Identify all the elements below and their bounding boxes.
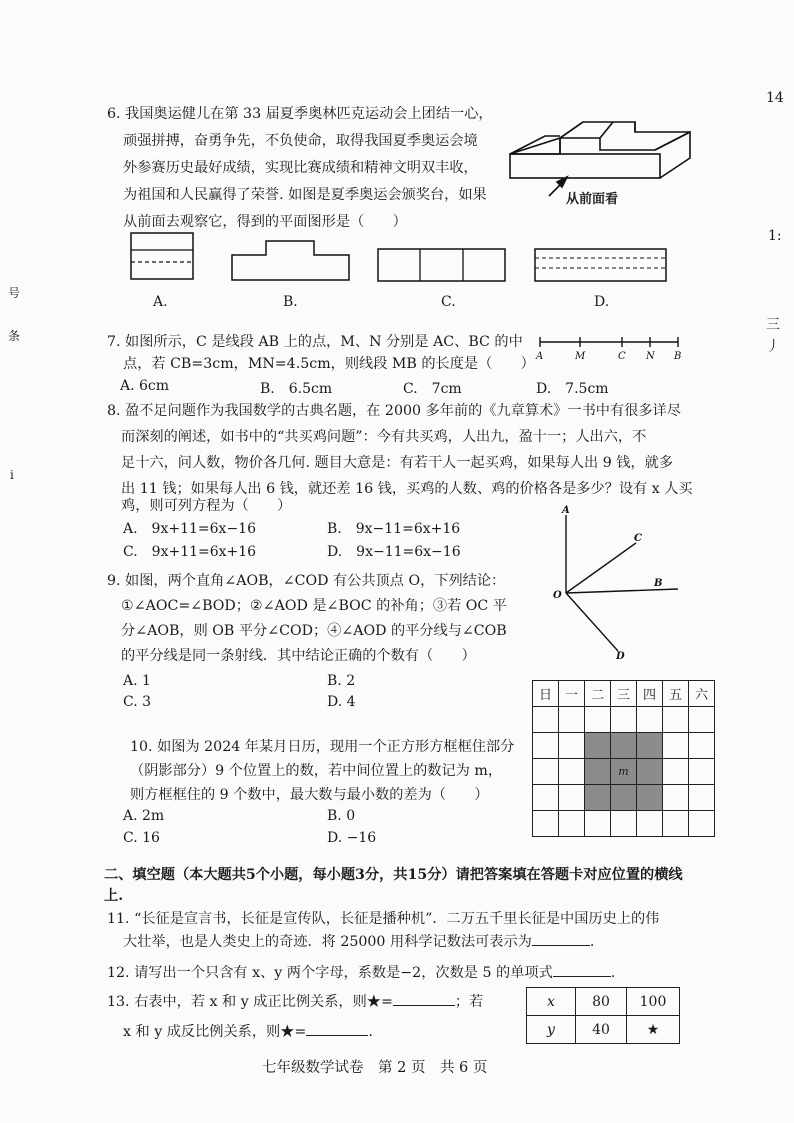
section-title: 二、填空题（本大题共5个小题，每小题3分，共15分）请把答案填在答题卡对应位置的横线 <box>104 867 683 883</box>
q13-text: 13. 右表中，若 x 和 y 成正比例关系，则★= <box>107 994 393 1010</box>
option-c: C. 7cm <box>403 381 462 397</box>
q10-line: 则方框框住的 9 个数中，最大数与最小数的差为（ ） <box>130 787 489 803</box>
option-a: A. 1 <box>123 673 151 689</box>
answer-blank[interactable] <box>306 1021 368 1036</box>
table-cell: 100 <box>627 988 680 1016</box>
q13-text: ；若 <box>454 994 484 1010</box>
table-cell: ★ <box>627 1016 680 1044</box>
option-a-figure <box>130 232 194 280</box>
table-cell: 80 <box>576 988 627 1016</box>
calendar-header-cell: 四 <box>637 681 663 707</box>
q6-line: 顽强拼搏，奋勇争先，不负使命，取得我国夏季奥运会境 <box>123 133 478 149</box>
option-d: D. 9x−11=6x−16 <box>327 544 461 560</box>
margin-mark: i <box>10 468 14 482</box>
calendar-header-cell: 二 <box>585 681 611 707</box>
shaded-cell <box>637 785 663 811</box>
calendar-header-cell: 一 <box>559 681 585 707</box>
question-12 <box>107 962 615 983</box>
point-label: C <box>618 351 626 362</box>
option-c-figure <box>377 248 507 282</box>
option-b: B. 6.5cm <box>260 381 333 397</box>
margin-mark: 三 <box>766 317 780 333</box>
answer-blank[interactable] <box>553 962 611 977</box>
xy-table <box>526 987 680 1044</box>
option-c: C. 9x+11=6x+16 <box>123 544 257 560</box>
option-c: C. <box>441 294 456 310</box>
q13-line <box>123 1021 373 1042</box>
q10-line: （阴影部分）9 个位置上的数，若中间位置上的数记为 m， <box>130 763 503 779</box>
q11-text: 大壮举，也是人类史上的奇迹．将 25000 用科学记数法可表示为 <box>123 934 532 950</box>
segment-figure <box>532 332 692 362</box>
calendar-header-cell: 三 <box>611 681 637 707</box>
option-b: B. 0 <box>327 808 356 824</box>
shaded-cell <box>637 733 663 759</box>
q6-line: 为祖国和人民赢得了荣誉. 如图是夏季奥运会颁奖台，如果 <box>123 187 487 203</box>
margin-mark: 号 <box>8 286 21 300</box>
q9-line: 分∠AOB，则 OB 平分∠COD；④∠AOD 的平分线与∠COB <box>121 623 507 639</box>
shaded-cell <box>637 759 663 785</box>
q8-line: 鸡，则可列方程为（ ） <box>121 498 292 514</box>
option-b-figure <box>231 239 351 281</box>
q13-line <box>107 991 483 1012</box>
q8-line: 8. 盈不足问题作为我国数学的古典名题，在 2000 多年前的《九章算术》一书中有很多详尽 <box>107 403 681 419</box>
table-row <box>527 988 680 1016</box>
margin-mark: 条 <box>8 329 21 343</box>
q12-end: . <box>610 965 616 981</box>
shaded-cell <box>585 759 611 785</box>
margin-mark: 14 <box>766 90 784 106</box>
q9-line: 9. 如图，两个直角∠AOB，∠COD 有公共顶点 O，下列结论： <box>107 573 506 589</box>
center-cell: m <box>611 759 637 785</box>
calendar-header-cell: 日 <box>533 681 559 707</box>
q13-text: x 和 y 成反比例关系，则★= <box>123 1024 307 1040</box>
calendar-header-cell: 五 <box>663 681 689 707</box>
q11-line: 11. “长征是宣言书，长征是宣传队，长征是播种机”．二万五千里长征是中国历史上的伟 <box>107 911 660 927</box>
angle-figure <box>540 505 700 665</box>
calendar-header-row <box>533 681 715 707</box>
q9-line: ①∠AOC=∠BOD；②∠AOD 是∠BOC 的补角；③若 OC 平 <box>121 598 507 614</box>
option-a: A. 2m <box>123 808 165 824</box>
shaded-cell <box>585 785 611 811</box>
point-label: N <box>646 351 655 362</box>
q7-line: 7. 如图所示，C 是线段 AB 上的点，M、N 分别是 AC、BC 的中 <box>107 334 523 350</box>
table-cell: y <box>527 1016 576 1044</box>
shaded-cell <box>611 733 637 759</box>
ray-label: D <box>616 651 625 662</box>
answer-blank[interactable] <box>393 991 455 1006</box>
margin-mark: 丿 <box>766 339 780 355</box>
ray-label: C <box>634 533 642 544</box>
option-b: B. 9x−11=6x+16 <box>327 521 461 537</box>
option-b: B. <box>283 294 298 310</box>
option-d: D. 4 <box>327 694 356 710</box>
option-d: D. <box>594 294 610 310</box>
option-a: A. 6cm <box>120 378 170 394</box>
point-label: A <box>536 351 544 362</box>
option-c: C. 3 <box>123 694 152 710</box>
calendar-header-cell: 六 <box>689 681 715 707</box>
table-cell: 40 <box>576 1016 627 1044</box>
q12-text: 12. 请写出一个只含有 x、y 两个字母，系数是−2，次数是 5 的单项式 <box>107 965 553 981</box>
point-label: M <box>575 351 586 362</box>
table-row <box>527 1016 680 1044</box>
ray-label: B <box>654 578 663 589</box>
q9-line: 的平分线是同一条射线．其中结论正确的个数有（ ） <box>121 648 476 664</box>
table-cell: x <box>527 988 576 1016</box>
option-d-figure <box>534 248 668 282</box>
option-d: D. 7.5cm <box>536 381 609 397</box>
option-d: D. −16 <box>327 830 377 846</box>
shaded-cell <box>611 785 637 811</box>
ray-label: A <box>562 505 570 516</box>
q6-line: 从前面去观察它，得到的平面图形是（ ） <box>123 214 407 230</box>
figure-caption: 从前面看 <box>566 192 619 207</box>
q10-line: 10. 如图为 2024 年某月日历，现用一个正方形方框框住部分 <box>130 739 515 755</box>
option-a: A. 9x+11=6x−16 <box>123 521 256 537</box>
q8-line: 而深刻的阐述，如书中的“共买鸡问题”：今有共买鸡，人出九，盈十一；人出六，不 <box>121 429 647 445</box>
calendar-grid <box>532 680 715 837</box>
answer-blank[interactable] <box>532 931 590 946</box>
option-c: C. 16 <box>123 830 160 846</box>
q7-line: 点，若 CB=3cm，MN=4.5cm，则线段 MB 的长度是（ ） <box>123 356 535 372</box>
page-footer: 七年级数学试卷 第 2 页 共 6 页 <box>262 1060 488 1076</box>
q8-line: 出 11 钱；如果每人出 6 钱，就还差 16 钱，买鸡的人数、鸡的价格各是多少？设有 x 人买 <box>121 481 693 497</box>
q13-text: . <box>368 1024 373 1040</box>
q6-line: 外参赛历史最好成绩，实现比赛成绩和精神文明双丰收， <box>123 160 478 176</box>
section-title-cont: 上. <box>104 888 124 904</box>
q11-line <box>123 931 594 952</box>
margin-mark: 1: <box>768 228 782 244</box>
q6-line: 6. 我国奥运健儿在第 33 届夏季奥林匹克运动会上团结一心， <box>107 106 493 122</box>
q8-line: 足十六，问人数，物价各几何. 题目大意是：有若干人一起买鸡，如果每人出 9 钱，就多 <box>121 455 674 471</box>
ray-label: O <box>553 590 562 601</box>
point-label: B <box>674 351 682 362</box>
shaded-cell <box>585 733 611 759</box>
option-a: A. <box>153 294 168 310</box>
option-b: B. 2 <box>327 673 356 689</box>
q11-end: . <box>589 934 595 950</box>
